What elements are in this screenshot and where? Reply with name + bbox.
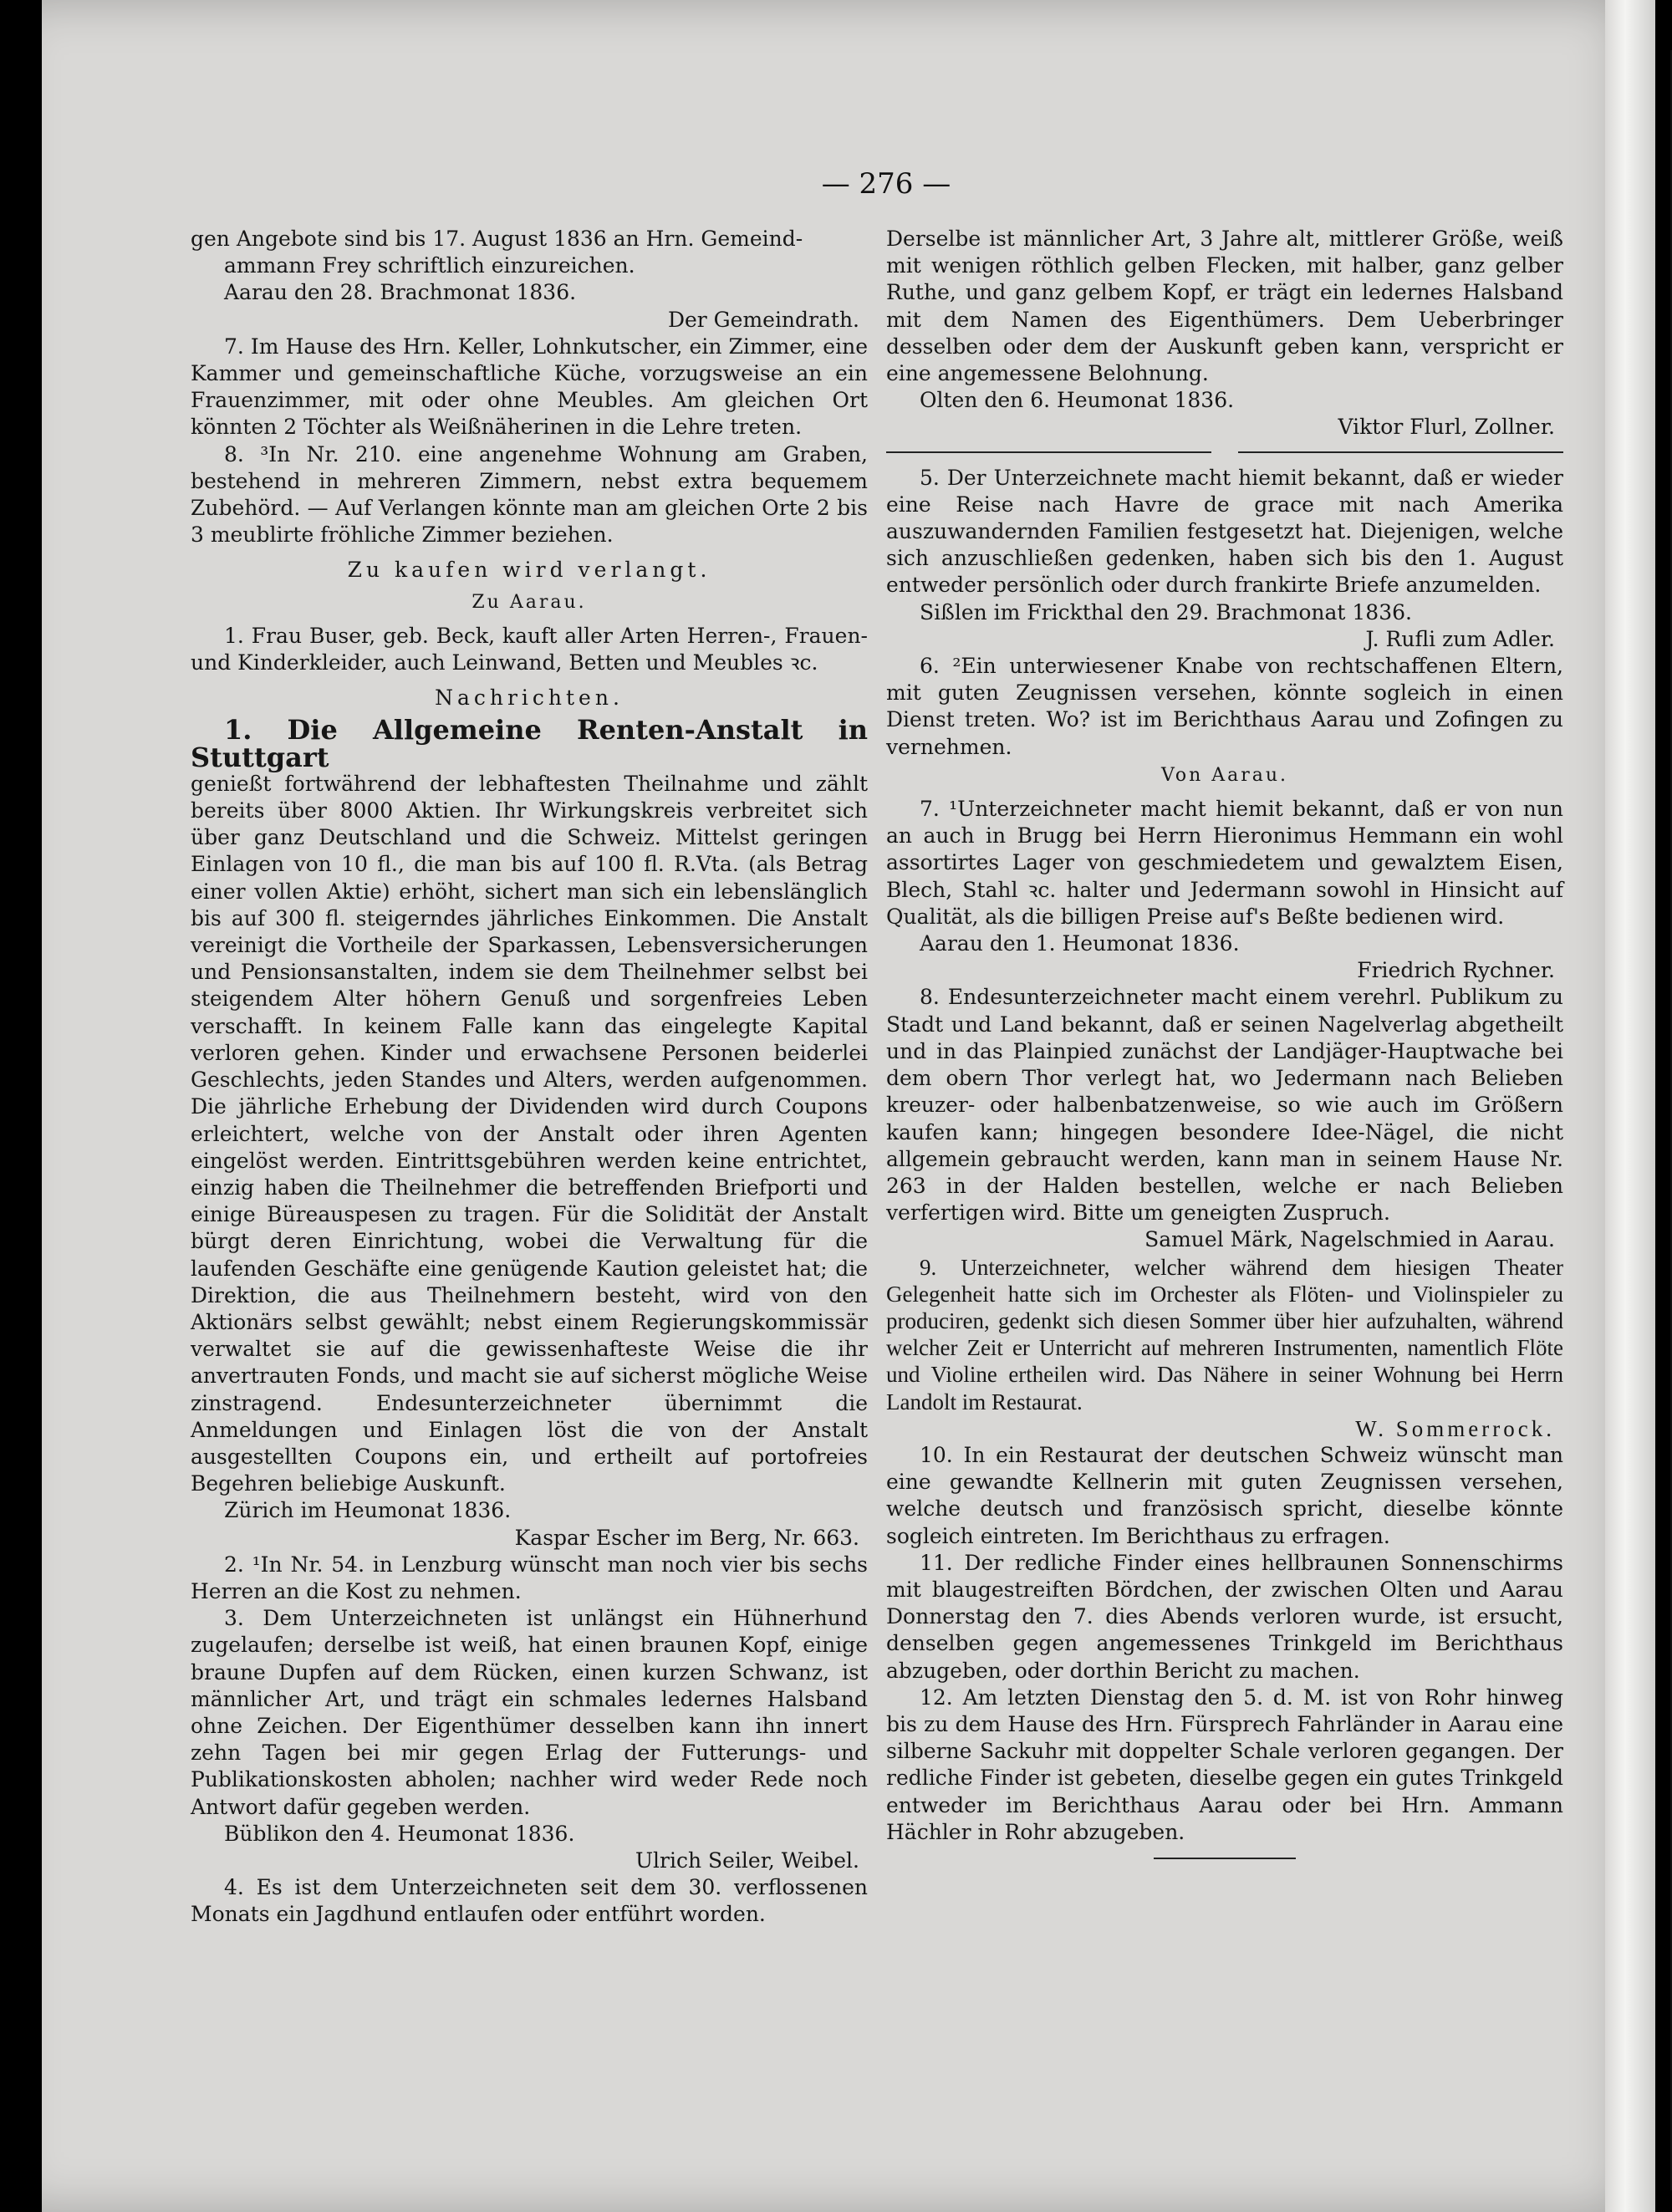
news-item-3-place-date: Büblikon den 4. Heumonat 1836. [224, 1821, 575, 1846]
news-item-1-place-date: Zürich im Heumonat 1836. [224, 1498, 512, 1523]
news-item-7-place-date: Aarau den 1. Heumonat 1836. [920, 931, 1240, 956]
news-item-5-place-date: Sißlen im Frickthal den 29. Brachmonat 1836. [920, 599, 1412, 624]
news-item-9: 9. Unterzeichneter, welcher während dem hiesigen Theater Gelegenheit hatte sich im Orchester als Flöten- und Violinspieler zu produciren, gedenkt sich diesen Sommer über hier aufzuhalten, während welcher Zeit er Unterricht auf mehreren Instrumenten, namentlich Flöte und Violine ertheilen wird. Das Nähere in seiner Wohnung bei Herrn Landolt im Restaurat. [886, 1254, 1563, 1414]
ad-7: 7. Im Hause des Hrn. Keller, Lohnkutscher, ein Zimmer, eine Kammer und gemeinschaftliche Küche, vorzugsweise an ein Frauenzimmer, mit oder ohne Meubles. Am gleichen Ort könnten 2 Töchter als Weißnäherinen in die Lehre treten. [191, 334, 868, 440]
news-item-4-signature: Viktor Flurl, Zollner. [1338, 415, 1555, 440]
news-item-6: 6. ²Ein unterwiesener Knabe von rechtschaffenen Eltern, mit guten Zeugnissen versehen, könnte sogleich in einen Dienst treten. Wo? ist im Berichthaus Aarau und Zofingen zu vernehmen. [886, 654, 1563, 759]
ad-top-signature: Der Gemeindrath. [667, 307, 859, 332]
end-rule [1154, 1858, 1296, 1859]
page-edge [1605, 0, 1655, 2212]
news-item-3-signature: Ulrich Seiler, Weibel. [635, 1848, 859, 1873]
news-item-4-place-date: Olten den 6. Heumonat 1836. [920, 388, 1235, 413]
ad-top-place-date: Aarau den 28. Brachmonat 1836. [224, 280, 577, 305]
ad-top-line-2: ammann Frey schriftlich einzureichen. [224, 253, 635, 278]
right-column [886, 226, 1563, 1859]
news-item-1-body: genießt fortwährend der lebhaftesten Theilnahme und zählt bereits über 8000 Aktien. Ihr Wirkungskreis verbreitet sich über ganz Deutschland und die Schweiz. Mittelst geringen Einlagen von 10 fl., die man bis auf 100 fl. R.Vta. (als Betrag einer vollen Aktie) erhöht, sichert man sich ein lebenslänglich bis auf 300 fl. steigerndes jährliches Einkommen. Die Anstalt vereinigt die Vortheile der Sparkassen, Lebensversicherungen und Pensionsanstalten, indem sie dem Theilnehmer selbst bei steigendem Alter höhern Genuß und sorgenfreies Leben verschafft. In keinem Falle kann das eingelegte Kapital verloren gehen. Kinder und erwachsene Personen beiderlei Geschlechts, jeden Standes und Alters, werden aufgenommen. Die jährliche Erhebung der Dividenden wird durch Coupons erleichtert, welche von der Anstalt oder ihren Agenten eingelöst werden. Eintrittsgebühren werden keine entrichtet, einzig haben die Theilnehmer die betreffenden Briefporti und einige Büreauspesen zu tragen. Für die Solidität der Anstalt bürgt deren Einrichtung, wobei die Verwaltung für die laufenden Geschäfte eine genügende Kaution geleistet hat; die Direktion, die aus Theilnehmern besteht, wird von den Aktionärs selbst gewählt; nebst einem Regierungskommissär verwaltet sie auf die gewissenhafteste Weise die ihr anvertrauten Fonds, und macht sie auf sicherst mögliche Weise zinstragend. Endesunterzeichneter übernimmt die Anmeldungen und Einlagen löst die von der Anstalt ausgestellten Coupons ein, und ertheilt auf portofreies Begehren beliebige Auskunft. [191, 771, 868, 1496]
news-item-11: 11. Der redliche Finder eines hellbraunen Sonnenschirms mit blaugestreiften Bördchen, der zwischen Olten und Aarau Donnerstag den 7. dies Abends verloren wurde, ist ersucht, denselben gegen angemessenes Trinkgeld im Berichthaus abzugeben, oder dorthin Bericht zu machen. [886, 1550, 1563, 1683]
page-number: — 276 — [821, 167, 951, 201]
section-heading-news: Nachrichten. [435, 686, 624, 711]
news-item-2: 2. ¹In Nr. 54. in Lenzburg wünscht man noch vier bis sechs Herren an die Kost zu nehmen. [191, 1552, 868, 1603]
news-item-3: 3. Dem Unterzeichneten ist unlängst ein Hühnerhund zugelaufen; derselbe ist weiß, hat einen braunen Kopf, einige braune Dupfen auf dem Rücken, einen kurzen Schwanz, ist männlicher Art, und trägt ein schmales ledernes Halsband ohne Zeichen. Der Eigenthümer desselben kann ihn innert zehn Tagen bei mir gegen Erlag der Futterungs- und Publikationskosten abholen; nachher wird weder Rede noch Antwort dafür gegeben werden. [191, 1606, 868, 1819]
news-item-5-signature: J. Rufli zum Adler. [1365, 626, 1555, 651]
buy-item-1: 1. Frau Buser, geb. Beck, kauft aller Arten Herren-, Frauen- und Kinderkleider, auch Leinwand, Betten und Meubles ꝛc. [191, 623, 868, 675]
news-item-4-continued: Derselbe ist männlicher Art, 3 Jahre alt, mittlerer Größe, weiß mit wenigen röthlich gelben Flecken, mit halber, ganz gelber Ruthe, und ganz gelbem Kopf, er trägt ein ledernes Halsband mit dem Namen des Eigenthümers. Dem Ueberbringer desselben oder dem der Auskunft geben kann, verspricht er eine angemessene Belohnung. [886, 227, 1563, 386]
left-column [191, 226, 868, 1929]
ad-top-line-1: gen Angebote sind bis 17. August 1836 an Hrn. Gemeind- [191, 227, 803, 251]
ad-8: 8. ³In Nr. 210. eine angenehme Wohnung am Graben, bestehend in mehreren Zimmern, nebst extra bequemem Zubehörd. — Auf Verlangen könnte man am gleichen Orte 2 bis 3 meublirte fröhliche Zimmer beziehen. [191, 441, 868, 548]
section-heading-buy: Zu kaufen wird verlangt. [347, 558, 711, 583]
news-item-1-title: 1. Die Allgemeine Renten-Anstalt in Stuttgart [191, 714, 868, 773]
section-divider [886, 451, 1563, 453]
newspaper-page [42, 0, 1655, 2212]
news-item-7-signature: Friedrich Rychner. [1357, 958, 1555, 983]
news-item-8: 8. Endesunterzeichneter macht einem verehrl. Publikum zu Stadt und Land bekannt, daß er seinen Nagelverlag abgetheilt und in das Plainpied zunächst der Landjäger-Hauptwache bei dem obern Thor verlegt hat, wo Jedermann nach Belieben kreuzer- oder halbenbatzenweise, so wie auch im Größern kaufen kann; hingegen besondere Idee-Nägel, die nicht allgemein gebraucht werden, kann man in seinem Hause Nr. 263 in der Halden bestellen, welche er nach Belieben verfertigen wird. Bitte um geneigten Zuspruch. [886, 985, 1563, 1226]
section-subheading-aarau: Zu Aarau. [472, 591, 587, 613]
news-item-5: 5. Der Unterzeichnete macht hiemit bekannt, daß er wieder eine Reise nach Havre de grace mit nach Amerika auszuwandernden Familien festgesetzt hat. Diejenigen, welche sich anzuschließen gedenken, haben sich bis den 1. August entweder persönlich oder durch frankirte Briefe anzumelden. [886, 465, 1563, 598]
news-item-9-signature: W. Sommerrock. [1355, 1415, 1555, 1441]
news-item-7: 7. ¹Unterzeichneter macht hiemit bekannt, daß er von nun an auch in Brugg bei Herrn Hieronimus Hemmann ein wohl assortirtes Lager von geschmiedetem und gewalztem Eisen, Blech, Stahl ꝛc. halter und Jedermann sowohl in Hinsicht auf Qualität, als die billigen Preise auf's Beßte bedienen wird. [886, 797, 1563, 929]
divider-rule-right [1238, 451, 1563, 453]
news-item-12: 12. Am letzten Dienstag den 5. d. M. ist von Rohr hinweg bis zu dem Hause des Hrn. Fürsprech Fahrländer in Aarau eine silberne Sackuhr mit doppelter Schale verloren gegangen. Der redliche Finder ist gebeten, dieselbe gegen ein gutes Trinkgeld entweder im Berichthaus Aarau oder bei Hrn. Ammann Hächler in Rohr abzugeben. [886, 1684, 1563, 1844]
news-item-10: 10. In ein Restaurat der deutschen Schweiz wünscht man eine gewandte Kellnerin mit guten Zeugnissen versehen, welche deutsch und französisch spricht, dieselbe könnte sogleich eintreten. Im Berichthaus zu erfragen. [886, 1442, 1563, 1548]
subheading-von-aarau: Von Aarau. [1160, 764, 1289, 786]
news-item-1-signature: Kaspar Escher im Berg, Nr. 663. [514, 1525, 859, 1550]
news-item-8-signature: Samuel Märk, Nagelschmied in Aarau. [1144, 1227, 1555, 1252]
news-item-4: 4. Es ist dem Unterzeichneten seit dem 30. verflossenen Monats ein Jagdhund entlaufen oder entführt worden. [191, 1875, 868, 1927]
divider-rule-left [886, 451, 1211, 453]
